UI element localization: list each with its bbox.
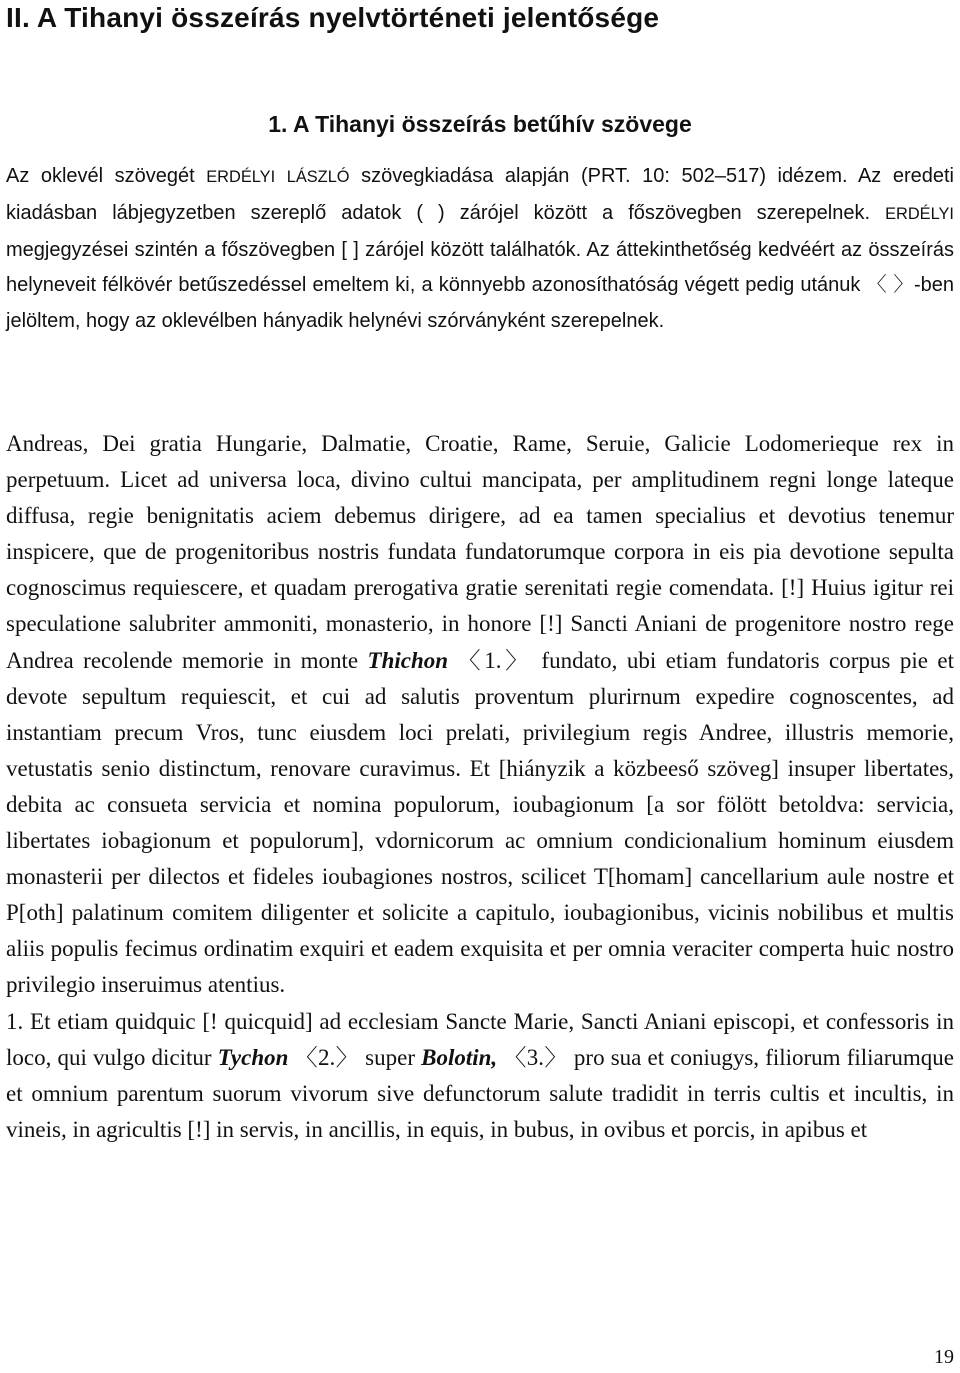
author-name: ERDÉLYI: [206, 168, 276, 186]
place-marker-3: 〈3.〉: [497, 1044, 574, 1070]
intro-text: [6, 159, 954, 340]
charter-text-2b: super: [365, 1044, 422, 1070]
place-name-tychon: Tychon: [217, 1044, 289, 1070]
author-name-repeat: ERDÉLYI: [885, 204, 954, 223]
author-given-name: LÁSZLÓ: [286, 168, 350, 186]
place-name-bolotin: Bolotin,: [421, 1044, 498, 1070]
place-marker-1: 〈1.〉: [448, 647, 542, 673]
charter-paragraph-2: [6, 1004, 954, 1148]
page-number: 19: [934, 1346, 954, 1368]
charter-text-1a: Andreas, Dei gratia Hungarie, Dalmatie, Croatie, Rame, Seruie, Galicie Lodomerieque rex in perpetuum. Licet ad universa loca, divino cultui mancipata, per amplitudinem regni longe lateque diffusa, regie benignitatis aciem debemus dirigere, ad ea tamen specialius et devotius tenemur inspicere, que de progenitoribus nostris fundata fundatorumque corpora in eis pia devotione sepulta cognoscimus requiescere, et quadam prerogativa gratie serenitati regie comendata. [!] Huius igitur rei speculatione salubriter ammoniti, monasterio, in honore [!] Sancti Aniani de progenitore nostro rege Andrea recolende memorie in monte: [6, 431, 954, 673]
intro-text-1: Az oklevél szövegét: [6, 165, 207, 187]
section-title: 1. A Tihanyi összeírás betűhív szövege: [268, 111, 692, 137]
charter-text: [6, 426, 954, 1148]
charter-text-2a: 1. Et etiam quidquic [! quicquid] ad ecclesiam Sancte Marie, Sancti Aniani episcopi, et confessoris in loco, qui vulgo dicitur: [6, 1008, 954, 1070]
place-name-thichon: Thichon: [367, 647, 449, 673]
intro-space: [275, 165, 287, 187]
place-marker-2: 〈2.〉: [288, 1044, 366, 1070]
charter-text-1b: fundato, ubi etiam fundatoris corpus pie et devote sepultum requiescit, et cui ad salutis proventum plurirnum expedire cognoscentes, ad instantiam precum Vros, tunc eiusdem loci prelati, privilegium regis Andree, illustris memorie, vetustatis senio distinctum, renovare curavimus. Et [hiányzik a közbeeső szöveg] insuper libertates, debita ac consueta servicia et nomina populorum, ioubagionum [a sor fölött betoldva: servicia, libertates iobagionum et populorum], vdornicorum ac omnium condicionalium hominum eiusdem monasterii per dilectos et fideles ioubagiones nostros, scilicet T[homam] cancellarium aule nostre et P[oth] palatinum comitem diligenter et solicite a capitulo, ioubagionibus, vicinis nobilibus et multis aliis populis fecimus ordinatim exquiri et eadem exquisita et per omnia veraciter comperta huic nostro privilegio inseruimus atentius.: [6, 647, 954, 998]
intro-text-3: megjegyzései szintén a főszövegben [ ] zárójel között találhatók. Az áttekinthetőség kedvéért az összeírás helyneveit félkövér betűszedéssel emeltem ki, a könnyebb azonosíthatóság végett pedig utánuk 〈 〉-ben jelöltem, hogy az oklevélben hányadik helynévi szórványként szerepelnek.: [6, 238, 954, 333]
charter-text-2c: pro sua et coniugys, filiorum filiarumque et omnium parentum suorum vivorum sive defunctorum salute tradidit in terris cultis et incultis, in vineis, in agricultis [!] in servis, in ancillis, in equis, in bubus, in ovibus et porcis, in apibus et: [6, 1044, 955, 1142]
intro-text-2: szövegkiadása alapján (PRT. 10: 502–517) idézem. Az eredeti kiadásban lábjegyzetben szereplő adatok ( ) zárójel között a főszövegben szerepelnek.: [6, 165, 954, 224]
intro-paragraph: [6, 159, 954, 340]
chapter-heading: II. A Tihanyi összeírás nyelvtörténeti jelentősége: [6, 2, 660, 33]
charter-paragraph-1: [6, 426, 954, 1004]
